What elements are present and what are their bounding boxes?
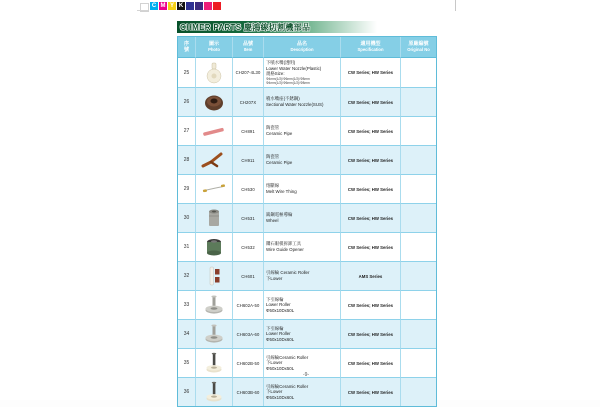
row-number: 31 [178, 233, 196, 262]
color-swatch [195, 2, 203, 10]
part-photo [196, 262, 233, 291]
wire-guide-opener-icon [201, 236, 227, 258]
specification: CW Series; HW Series [341, 58, 401, 88]
specification: CW Series; HW Series [341, 88, 401, 117]
original-no [401, 262, 436, 291]
description-cell [264, 146, 341, 175]
ceramic-pipe-bent-icon [201, 149, 227, 171]
part-photo [196, 291, 233, 320]
description-line: 引線輪Ceramic Roller [266, 354, 309, 360]
row-number: 29 [178, 175, 196, 204]
plate-mark: C [151, 3, 157, 9]
specification: CW Series; HW Series [341, 117, 401, 146]
table-row [178, 117, 436, 146]
ceramic-roller-lower-icon [201, 265, 227, 287]
col-header-no [178, 37, 196, 58]
part-photo [196, 58, 233, 88]
description-line: 下Lower [266, 389, 283, 395]
cmyk-print-marks [150, 2, 221, 10]
original-no [401, 88, 436, 117]
row-number: 27 [178, 117, 196, 146]
description-line: Lower Roller [266, 331, 291, 337]
table-row [178, 320, 436, 349]
lower-water-nozzle-plastic-icon [201, 62, 227, 84]
sectional-water-nozzle-sus-icon [201, 91, 227, 113]
description-line: Sectional Water Nozzle(SUS) [266, 102, 324, 108]
part-photo [196, 378, 233, 406]
row-number: 25 [178, 58, 196, 88]
part-photo [196, 175, 233, 204]
table-row [178, 378, 436, 406]
description-line: 引線輪 Ceramic Roller [266, 270, 310, 276]
plate-mark: K [178, 3, 184, 9]
item-number: CH532 [233, 233, 264, 262]
tungsten-wheel-icon [201, 207, 227, 229]
description-line: 引線輪Ceramic Roller [266, 383, 309, 389]
original-no [401, 146, 436, 175]
description-line: 陶瓷管 [266, 125, 280, 131]
specification: CW Series; HW Series [341, 233, 401, 262]
ceramic-pipe-straight-icon [201, 120, 227, 142]
description-cell [264, 320, 341, 349]
item-number: CH603B-60 [233, 378, 264, 406]
description-cell [264, 58, 341, 88]
part-photo [196, 146, 233, 175]
description-line: Φ50x10Dx60L [266, 337, 295, 343]
description-line: Wire Guide Opener [266, 247, 304, 253]
original-no [401, 204, 436, 233]
description-cell [264, 233, 341, 262]
specification: CW Series; HW Series [341, 146, 401, 175]
item-number: CH531 [233, 204, 264, 233]
col-header-item: 品號 Item [233, 37, 264, 58]
description-cell [264, 175, 341, 204]
row-number: 26 [178, 88, 196, 117]
original-no [401, 233, 436, 262]
ceramic-roller-spool-icon [201, 352, 227, 374]
part-photo [196, 320, 233, 349]
description-line: Φ50x10Dx50L [266, 366, 295, 372]
specification: CW Series; HW Series [341, 378, 401, 406]
description-cell [264, 204, 341, 233]
specification: CW Series; HW Series [341, 320, 401, 349]
description-cell [264, 262, 341, 291]
col-header-no-label: 序號 [183, 41, 189, 53]
description-cell [264, 88, 341, 117]
original-no [401, 58, 436, 88]
item-number: CH911 [233, 146, 264, 175]
lower-roller-metal-icon [201, 294, 227, 316]
description-line: 規格Size: [266, 71, 285, 77]
row-number: 28 [178, 146, 196, 175]
table-row [178, 204, 436, 233]
description-line: Wheel [266, 218, 279, 224]
description-line: Φ4mm(1/2)/Φ6mm(1/2)/Φ8mm [266, 77, 310, 82]
description-line: 熔斷線 [266, 183, 280, 189]
page-number: -9- [302, 372, 310, 378]
table-row [178, 58, 436, 88]
row-number: 32 [178, 262, 196, 291]
crop-mark-vertical [455, 0, 456, 11]
description-line: 下引線輪 [266, 296, 284, 302]
description-line: Φ4mm(1/2)/Φ6mm(1/2)/Φ8mm [266, 81, 310, 86]
color-swatch [204, 2, 212, 10]
parts-table-body [178, 58, 436, 406]
melt-wire-icon [201, 178, 227, 200]
description-line: Ceramic Pipe [266, 160, 293, 166]
row-number: 30 [178, 204, 196, 233]
description-line: 下Lower [266, 276, 283, 282]
row-number: 35 [178, 349, 196, 378]
plate-mark: Y [169, 3, 174, 9]
description-line: 下Lower [266, 360, 283, 366]
item-number: CH530 [233, 175, 264, 204]
description-line: Φ50x10Dx50L [266, 308, 295, 314]
lower-roller-metal-icon [201, 323, 227, 345]
row-number: 34 [178, 320, 196, 349]
page-title: CHMER PARTS 慶鴻線切割機部品 [180, 22, 311, 32]
item-number: CH603A-60 [233, 320, 264, 349]
description-cell [264, 117, 341, 146]
table-row [178, 175, 436, 204]
item-number: CH601 [233, 262, 264, 291]
section-banner [177, 21, 421, 33]
row-number: 33 [178, 291, 196, 320]
part-photo [196, 88, 233, 117]
col-header-photo: 圖示 Photo [196, 37, 233, 58]
description-line: 下噴水嘴(透明) [266, 60, 296, 65]
original-no [401, 117, 436, 146]
part-photo [196, 233, 233, 262]
original-no [401, 175, 436, 204]
table-header-row [178, 37, 436, 58]
color-swatch [213, 2, 221, 10]
specification: CW Series; HW Series [341, 291, 401, 320]
description-line: Lower Roller [266, 302, 291, 308]
crop-mark-horizontal [137, 10, 148, 11]
part-photo [196, 117, 233, 146]
description-line: 噴水嘴座(不銹鋼) [266, 96, 300, 102]
parts-table [177, 36, 437, 407]
specification: CW Series; HW Series [341, 349, 401, 378]
table-row [178, 262, 436, 291]
item-number: CH602A-50 [233, 291, 264, 320]
item-number: CH207-4L30 [233, 58, 264, 88]
original-no [401, 378, 436, 406]
col-header-specification: 適用機型 Specification [341, 37, 401, 58]
table-row [178, 146, 436, 175]
original-no [401, 291, 436, 320]
description-line: Lower Water Nozzle(Plastic) [266, 65, 322, 71]
item-number: CH602B-50 [233, 349, 264, 378]
description-line: Φ50x10Dx60L [266, 395, 295, 401]
part-photo [196, 204, 233, 233]
row-number: 36 [178, 378, 196, 406]
table-row [178, 88, 436, 117]
plate-mark: M [160, 3, 166, 9]
col-header-description: 品名 Description [264, 37, 341, 58]
description-line: Melt Wire Thing [266, 189, 297, 195]
description-line: 鎢鋼電極導輪 [266, 212, 293, 218]
description-line: 陶瓷管 [266, 154, 280, 160]
description-cell [264, 291, 341, 320]
specification: AMS Series [341, 262, 401, 291]
table-row [178, 233, 436, 262]
item-number: CH207X [233, 88, 264, 117]
description-line: 下引線輪 [266, 325, 284, 331]
item-number: CH891 [233, 117, 264, 146]
description-cell [264, 378, 341, 406]
color-swatch [186, 2, 194, 10]
description-line: 鑽石眼模拆卸工具 [266, 241, 302, 247]
specification: CW Series; HW Series [341, 175, 401, 204]
original-no [401, 320, 436, 349]
col-header-original-no: 原廠編號 Original No [401, 37, 436, 58]
table-row [178, 291, 436, 320]
specification: CW Series; HW Series [341, 204, 401, 233]
description-line: Ceramic Pipe [266, 131, 293, 137]
